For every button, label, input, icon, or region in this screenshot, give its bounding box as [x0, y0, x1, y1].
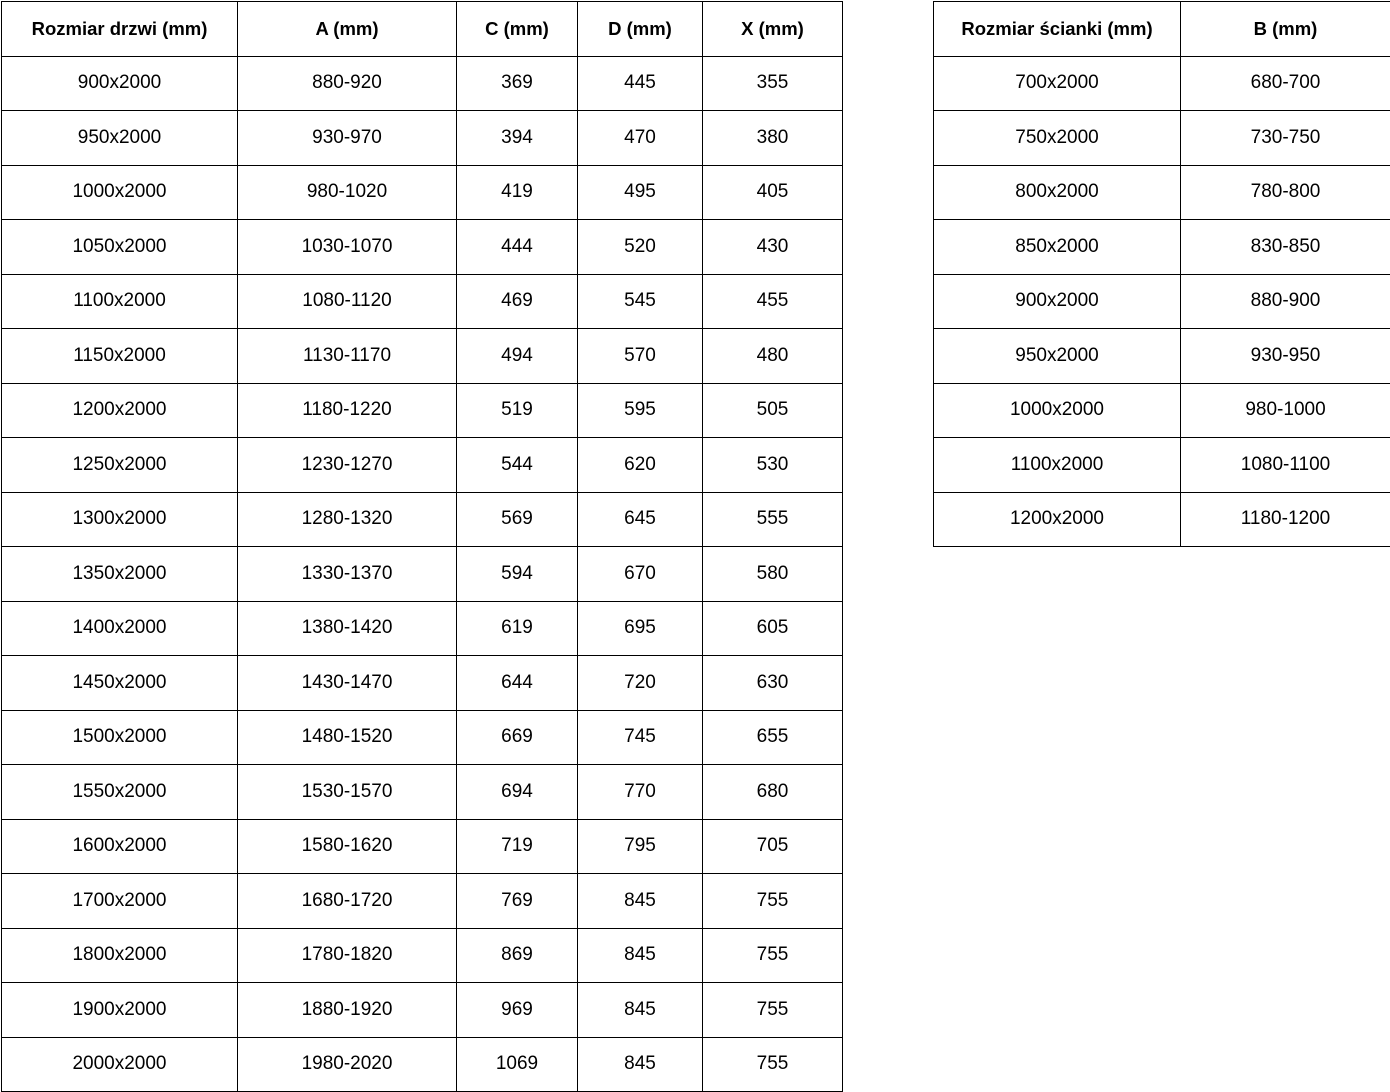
door-size-table	[1, 1, 843, 1092]
cell-x: 755	[703, 1037, 843, 1092]
cell-b: 930-950	[1181, 329, 1390, 384]
cell-door-size: 1700x2000	[2, 874, 238, 929]
cell-d: 520	[578, 220, 703, 275]
door-table-body	[2, 56, 843, 1092]
table-row	[934, 492, 1390, 547]
table-row	[2, 928, 843, 983]
cell-door-size: 1250x2000	[2, 438, 238, 493]
cell-d: 570	[578, 329, 703, 384]
table-row	[2, 656, 843, 711]
cell-a: 1980-2020	[238, 1037, 457, 1092]
table-row	[934, 329, 1390, 384]
cell-a: 1480-1520	[238, 710, 457, 765]
cell-x: 755	[703, 874, 843, 929]
cell-c: 419	[457, 165, 578, 220]
cell-d: 595	[578, 383, 703, 438]
cell-x: 405	[703, 165, 843, 220]
cell-door-size: 1050x2000	[2, 220, 238, 275]
cell-c: 569	[457, 492, 578, 547]
column-header-a: A (mm)	[238, 2, 457, 57]
cell-door-size: 1800x2000	[2, 928, 238, 983]
cell-x: 630	[703, 656, 843, 711]
cell-b: 780-800	[1181, 165, 1390, 220]
cell-c: 769	[457, 874, 578, 929]
table-row	[2, 329, 843, 384]
table-row	[2, 765, 843, 820]
table-row	[2, 1037, 843, 1092]
column-header-b: B (mm)	[1181, 2, 1390, 57]
cell-x: 430	[703, 220, 843, 275]
cell-d: 670	[578, 547, 703, 602]
cell-b: 830-850	[1181, 220, 1390, 275]
cell-x: 705	[703, 819, 843, 874]
wall-table-body	[934, 56, 1390, 547]
cell-wall-size: 700x2000	[934, 56, 1181, 111]
table-row	[934, 383, 1390, 438]
table-row	[934, 165, 1390, 220]
cell-c: 669	[457, 710, 578, 765]
cell-c: 494	[457, 329, 578, 384]
cell-x: 655	[703, 710, 843, 765]
cell-c: 869	[457, 928, 578, 983]
table-row	[2, 874, 843, 929]
wall-table-header	[934, 2, 1390, 57]
cell-b: 880-900	[1181, 274, 1390, 329]
cell-c: 1069	[457, 1037, 578, 1092]
cell-door-size: 2000x2000	[2, 1037, 238, 1092]
cell-door-size: 1000x2000	[2, 165, 238, 220]
table-row	[2, 111, 843, 166]
cell-b: 980-1000	[1181, 383, 1390, 438]
table-row	[934, 56, 1390, 111]
cell-c: 469	[457, 274, 578, 329]
cell-x: 680	[703, 765, 843, 820]
cell-d: 845	[578, 983, 703, 1038]
table-row	[934, 111, 1390, 166]
cell-a: 1430-1470	[238, 656, 457, 711]
wall-size-table	[933, 1, 1390, 547]
cell-door-size: 1150x2000	[2, 329, 238, 384]
cell-a: 1380-1420	[238, 601, 457, 656]
cell-wall-size: 800x2000	[934, 165, 1181, 220]
table-row	[2, 601, 843, 656]
cell-x: 755	[703, 983, 843, 1038]
cell-c: 544	[457, 438, 578, 493]
cell-c: 694	[457, 765, 578, 820]
cell-d: 620	[578, 438, 703, 493]
cell-x: 605	[703, 601, 843, 656]
cell-door-size: 1100x2000	[2, 274, 238, 329]
cell-wall-size: 1100x2000	[934, 438, 1181, 493]
cell-d: 845	[578, 928, 703, 983]
cell-x: 505	[703, 383, 843, 438]
table-header-row	[934, 2, 1390, 57]
cell-c: 394	[457, 111, 578, 166]
column-header-wall-size: Rozmiar ścianki (mm)	[934, 2, 1181, 57]
cell-a: 1030-1070	[238, 220, 457, 275]
cell-b: 680-700	[1181, 56, 1390, 111]
cell-x: 755	[703, 928, 843, 983]
cell-door-size: 1550x2000	[2, 765, 238, 820]
table-row	[2, 165, 843, 220]
cell-c: 644	[457, 656, 578, 711]
table-header-row	[2, 2, 843, 57]
cell-wall-size: 950x2000	[934, 329, 1181, 384]
table-row	[2, 983, 843, 1038]
cell-c: 444	[457, 220, 578, 275]
column-header-d: D (mm)	[578, 2, 703, 57]
column-header-x: X (mm)	[703, 2, 843, 57]
cell-a: 1880-1920	[238, 983, 457, 1038]
cell-a: 1680-1720	[238, 874, 457, 929]
cell-door-size: 1300x2000	[2, 492, 238, 547]
cell-a: 980-1020	[238, 165, 457, 220]
cell-wall-size: 900x2000	[934, 274, 1181, 329]
cell-door-size: 900x2000	[2, 56, 238, 111]
cell-c: 519	[457, 383, 578, 438]
cell-a: 1330-1370	[238, 547, 457, 602]
cell-x: 580	[703, 547, 843, 602]
cell-door-size: 1400x2000	[2, 601, 238, 656]
cell-d: 445	[578, 56, 703, 111]
cell-a: 1780-1820	[238, 928, 457, 983]
cell-door-size: 950x2000	[2, 111, 238, 166]
table-row	[2, 492, 843, 547]
cell-a: 880-920	[238, 56, 457, 111]
table-row	[2, 383, 843, 438]
table-row	[2, 220, 843, 275]
cell-c: 719	[457, 819, 578, 874]
cell-c: 969	[457, 983, 578, 1038]
cell-d: 845	[578, 874, 703, 929]
table-row	[934, 274, 1390, 329]
cell-d: 545	[578, 274, 703, 329]
cell-d: 795	[578, 819, 703, 874]
table-row	[2, 547, 843, 602]
cell-x: 380	[703, 111, 843, 166]
cell-x: 455	[703, 274, 843, 329]
cell-wall-size: 750x2000	[934, 111, 1181, 166]
cell-x: 530	[703, 438, 843, 493]
cell-d: 770	[578, 765, 703, 820]
cell-wall-size: 1000x2000	[934, 383, 1181, 438]
cell-d: 845	[578, 1037, 703, 1092]
table-row	[2, 274, 843, 329]
cell-wall-size: 850x2000	[934, 220, 1181, 275]
cell-c: 594	[457, 547, 578, 602]
cell-x: 355	[703, 56, 843, 111]
cell-b: 1080-1100	[1181, 438, 1390, 493]
cell-wall-size: 1200x2000	[934, 492, 1181, 547]
cell-door-size: 1350x2000	[2, 547, 238, 602]
cell-d: 645	[578, 492, 703, 547]
cell-d: 720	[578, 656, 703, 711]
cell-d: 745	[578, 710, 703, 765]
cell-b: 1180-1200	[1181, 492, 1390, 547]
door-table-header	[2, 2, 843, 57]
cell-door-size: 1200x2000	[2, 383, 238, 438]
cell-a: 1080-1120	[238, 274, 457, 329]
cell-a: 1230-1270	[238, 438, 457, 493]
cell-a: 1180-1220	[238, 383, 457, 438]
table-row	[934, 438, 1390, 493]
cell-door-size: 1450x2000	[2, 656, 238, 711]
cell-a: 930-970	[238, 111, 457, 166]
cell-c: 369	[457, 56, 578, 111]
cell-a: 1130-1170	[238, 329, 457, 384]
cell-b: 730-750	[1181, 111, 1390, 166]
cell-a: 1280-1320	[238, 492, 457, 547]
cell-x: 555	[703, 492, 843, 547]
cell-door-size: 1600x2000	[2, 819, 238, 874]
cell-door-size: 1900x2000	[2, 983, 238, 1038]
cell-door-size: 1500x2000	[2, 710, 238, 765]
table-row	[2, 56, 843, 111]
cell-d: 470	[578, 111, 703, 166]
cell-a: 1580-1620	[238, 819, 457, 874]
table-row	[2, 710, 843, 765]
column-header-c: C (mm)	[457, 2, 578, 57]
table-row	[2, 819, 843, 874]
cell-x: 480	[703, 329, 843, 384]
cell-a: 1530-1570	[238, 765, 457, 820]
cell-d: 695	[578, 601, 703, 656]
cell-d: 495	[578, 165, 703, 220]
table-row	[2, 438, 843, 493]
column-header-door-size: Rozmiar drzwi (mm)	[2, 2, 238, 57]
cell-c: 619	[457, 601, 578, 656]
table-row	[934, 220, 1390, 275]
